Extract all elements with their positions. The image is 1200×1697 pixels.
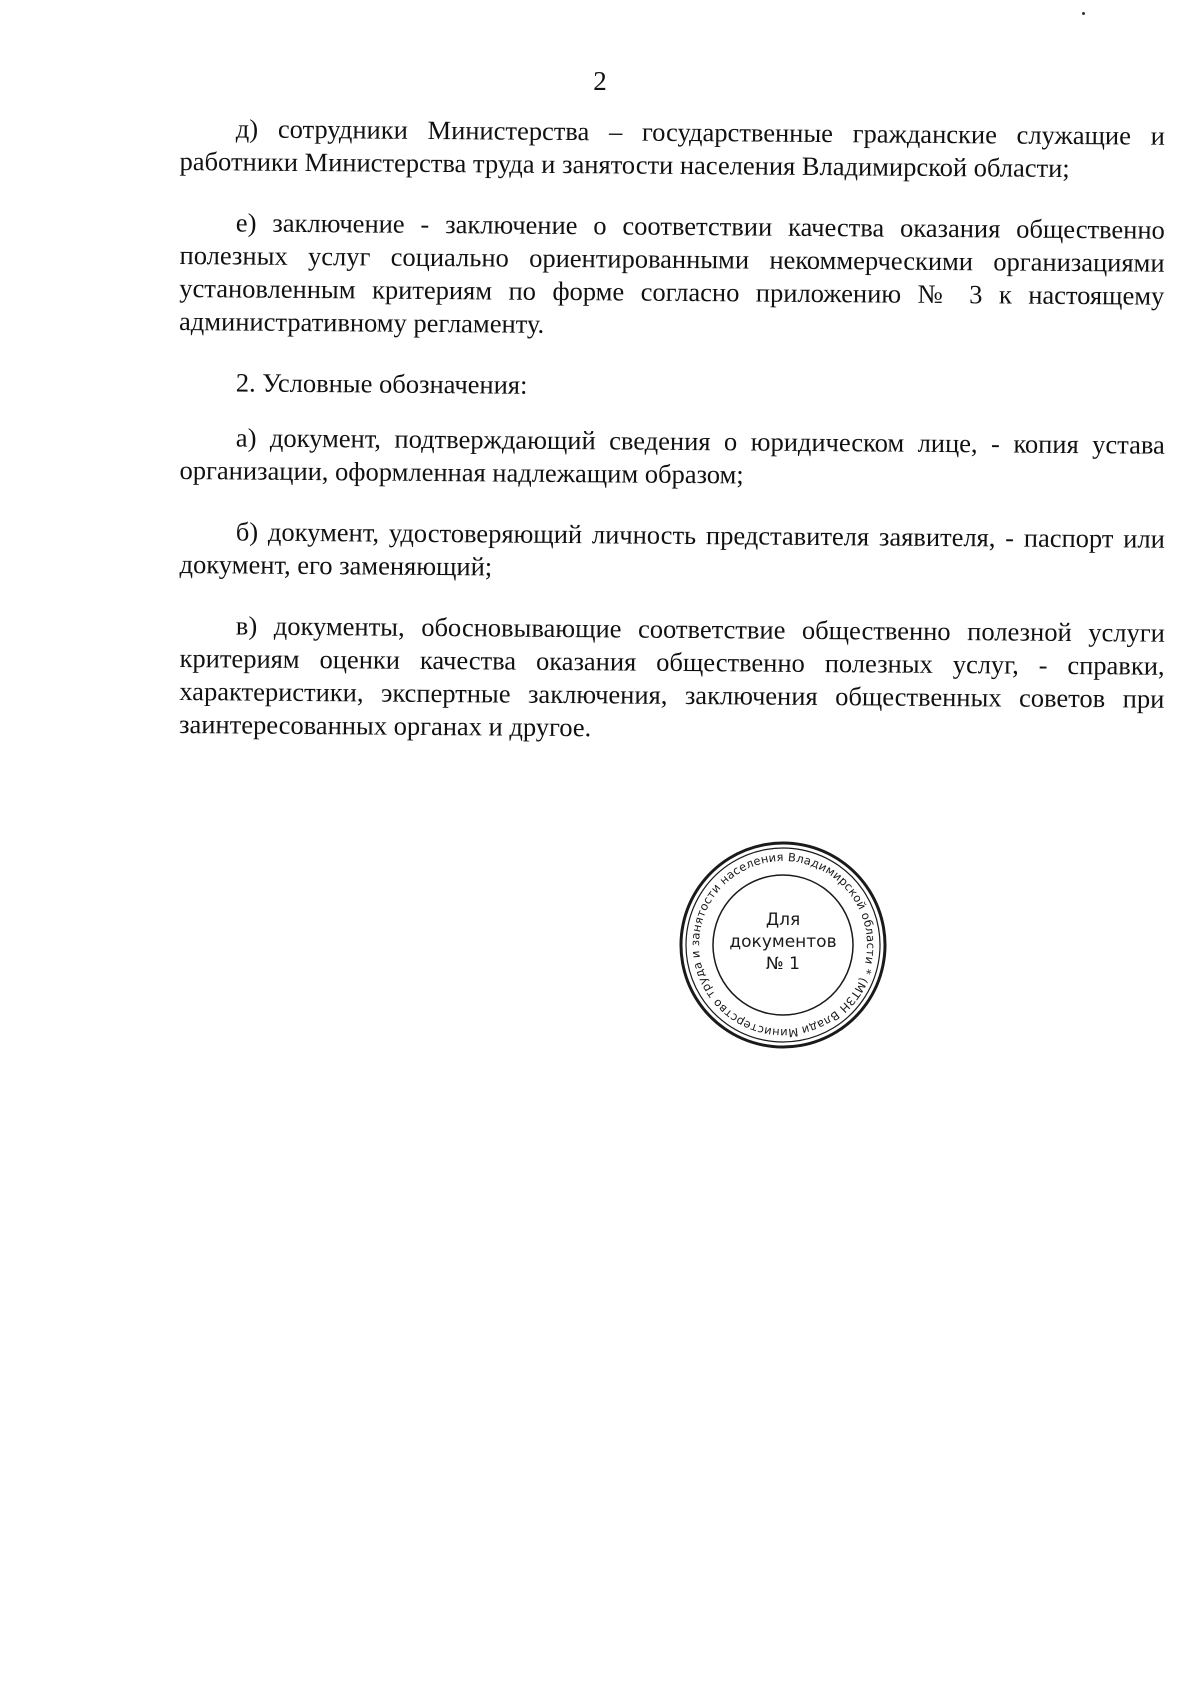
official-seal (678, 840, 888, 1050)
definition-d: д) сотрудники Министерства – государственные гражданские служащие и работники Министерства труда и занятости населения Владимирской области; (179, 113, 1165, 183)
seal-center-line1: Для (765, 910, 801, 930)
convention-v: в) документы, обосновывающие соответствие общественно полезной услуги критериям оценки качества оказания общественно полезных услуг, - справки, характеристики, экспертные заключения, заключения общественных советов при заинтересованных органах и другое. (178, 610, 1165, 743)
convention-b: б) документ, удостоверяющий личность представителя заявителя, - паспорт или документ, его заменяющий; (179, 516, 1165, 582)
page-number: 2 (593, 66, 607, 96)
convention-a: а) документ, подтверждающий сведения о юридическом лице, - копия устава организации, оформленная надлежащим образом; (179, 422, 1165, 490)
seal-center-line2: документов (729, 932, 837, 952)
seal-center-line3: № 1 (766, 954, 800, 974)
definition-e: е) заключение - заключение о соответствии качества оказания общественно полезных услуг социально ориентированными некоммерческими организациями установленным критериям по форме согласно приложению № 3 к настоящему административному регламенту. (178, 207, 1165, 339)
section-heading-conventions: 2. Условные обозначения: (235, 367, 528, 400)
document-body (180, 112, 1165, 769)
seal-ring-text: Министерство труда и занятости населения Владимирской области * (МТЗН Владимирской (687, 849, 879, 1041)
scan-speck (1082, 12, 1085, 15)
